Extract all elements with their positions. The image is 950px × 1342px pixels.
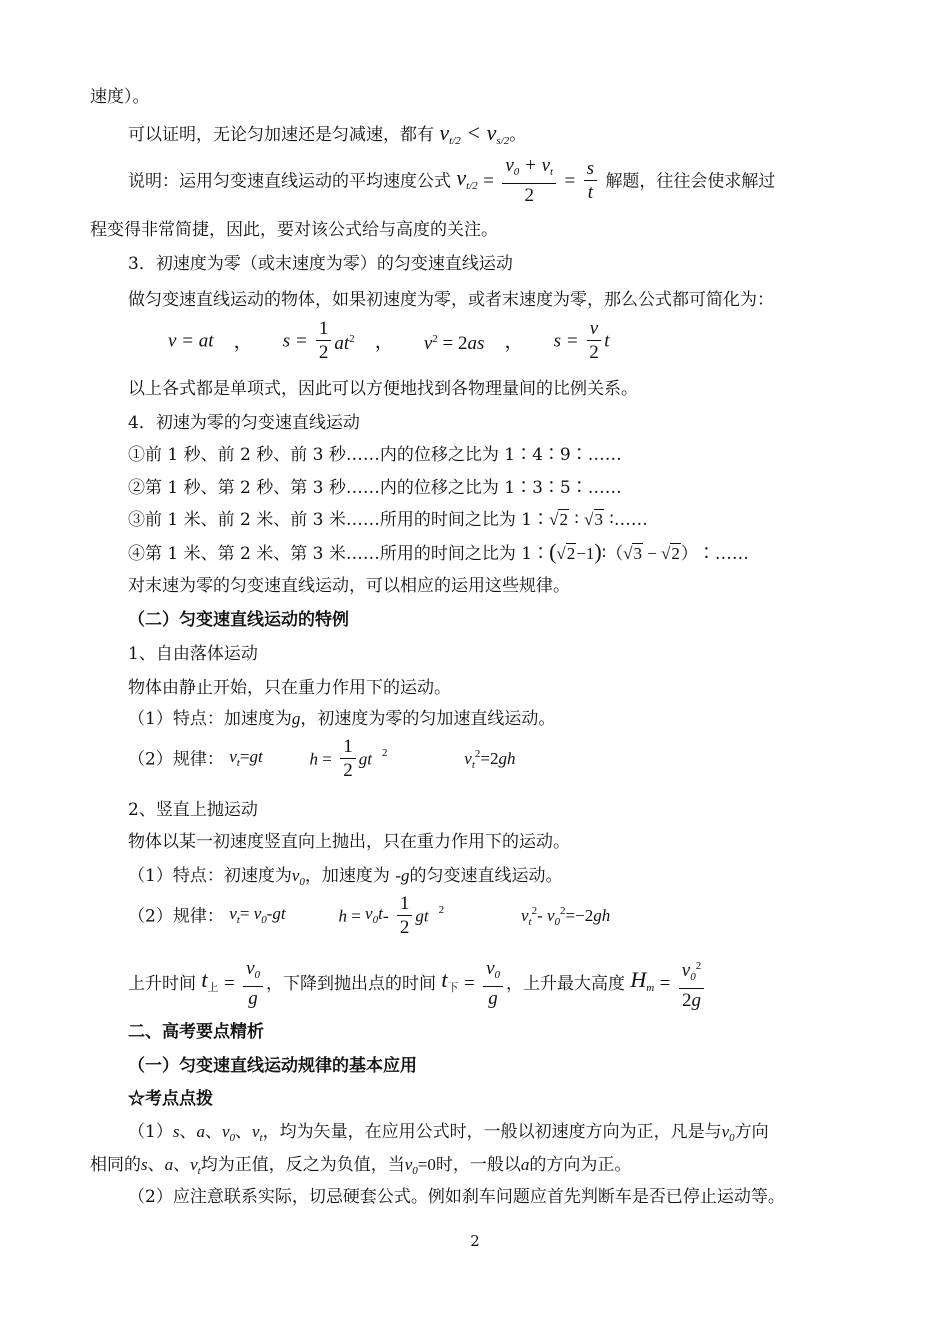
text-span: （1） [128,1122,173,1142]
section-heading: （一）匀变速直线运动规律的基本应用 [128,1056,417,1076]
text-span: 上升时间 [128,974,196,994]
formula-line: （2）规律： $v_t= v_0-gt$ $h = v_0t-$ $\frac{1}{2}$ gt $^2$ $v_t^2-$ $v_0^2=-2gh$ [128,893,611,938]
section-heading: 1、自由落体运动 [128,644,258,664]
text-span: ，上升最大高度 [506,974,625,994]
formula-line: （2）规律： $v_t=gt$ h = $\frac{1}{2}$ gt $^2$ $v_t^2=2gh$ [128,736,516,781]
text-line: 对末速为零的匀变速直线运动，可以相应的运用这些规律。 [128,576,570,596]
formula: v = at [168,330,214,352]
text-line: （1）s、a、$v_0$、$v_t$，均为矢量，在应用公式时，一般以初速度方向为正，凡是与$v_0$方向 [128,1122,769,1144]
text-line [128,122,526,152]
text-span: 时，一般以 [435,1155,521,1175]
text-span: 的匀变速直线运动。 [409,866,563,886]
text-span: 可以证明，无论匀加速还是匀减速，都有 [128,125,434,145]
section-heading: 2、竖直上抛运动 [128,800,258,820]
text-line: ④第 1 米、第 2 米、第 3 米……所用的时间之比为 1∶(√2−1)∶（√3 − √2）∶…… [128,539,749,564]
text-line: 做匀变速直线运动的物体，如果初速度为零，或者末速度为零，那么公式都可简化为： [128,290,774,310]
section-heading: 3．初速度为零（或末速度为零）的匀变速直线运动 [128,254,513,274]
page-number: 2 [470,1232,480,1250]
text-span: （1）特点：加速度为 [128,709,292,729]
text-span: （2）规律： [128,749,224,770]
text-line: 说明：运用匀变速直线运动的平均速度公式 $v_{t/2}$ = $\frac{v_0 + v_t}{2}$ = $\frac{s}{t}$ 解题，往往会使求解过 [128,155,776,206]
formula: $v_{t/2} < v_{s/2}$ [439,120,510,147]
text-span: 说明：运用匀变速直线运动的平均速度公式 [128,171,451,192]
fraction: $\frac{v_0 + v_t}{2}$ [502,155,556,208]
text-line: ②第 1 秒、第 2 秒、第 3 秒……内的位移之比为 1∶3∶5∶…… [128,478,622,498]
text-span: ，加速度为 [304,866,390,886]
text-span: 均为正值，反之为负值，当 [200,1155,405,1175]
formula-line: 上升时间 t上 = $\frac{v_0}{g}$ ，下降到抛出点的时间 t下 = $\frac{v_0}{g}$ ，上升最大高度 $H_m$ = $\frac{v_0^2}{2g}$ [128,955,707,1013]
text-span: 的方向为正。 [529,1155,632,1175]
text-span: （1）特点：初速度为 [128,866,292,886]
text-line: 以上各式都是单项式，因此可以方便地找到各物理量间的比例关系。 [128,379,638,399]
text-span: ③前 1 米、前 2 米、前 3 米……所用的时间之比为 1∶ [128,510,550,530]
formula: $v_{t/2}$ [456,164,478,192]
text-line: 物体由静止开始，只在重力作用下的运动。 [128,678,451,698]
text-span: 解题，往往会使求解过 [605,171,776,192]
fraction: $\frac{s}{t}$ [584,158,597,205]
text-line: ③前 1 米、前 2 米、前 3 米……所用的时间之比为 1∶√2 ∶ √3 ∶…… [128,510,648,530]
section-heading: ☆考点点拨 [128,1089,213,1109]
text-line: 速度）。 [90,87,150,107]
text-span: 相同的 [90,1155,141,1175]
section-heading: （二）匀变速直线运动的特例 [128,610,349,630]
section-heading: 二、高考要点精析 [128,1022,264,1042]
section-heading: 4．初速为零的匀变速直线运动 [128,413,360,433]
text-line: ①前 1 秒、前 2 秒、前 3 秒……内的位移之比为 1∶4∶9∶…… [128,445,622,465]
text-span: 。 [509,125,527,145]
text-span: （2）规律： [128,906,224,927]
text-span: 均为矢量，在应用公式时，一般以初速度方向为正，凡是与 [279,1122,722,1142]
text-span: ④第 1 米、第 2 米、第 3 米……所用的时间之比为 1∶ [128,544,550,564]
text-line: （1）特点：加速度为g，初速度为零的匀加速直线运动。 [128,709,556,729]
text-line: 程变得非常简捷，因此，要对该公式给与高度的关注。 [90,220,498,240]
text-line: （1）特点：初速度为$v_0$，加速度为 -g的匀变速直线运动。 [128,866,563,888]
text-line: （2）应注意联系实际，切忌硬套公式。例如刹车问题应首先判断车是否已停止运动等。 [128,1187,785,1207]
text-span: ，初速度为零的匀加速直线运动。 [300,709,556,729]
text-line: 物体以某一初速度竖直向上抛出，只在重力作用下的运动。 [128,832,570,852]
text-span: 方向 [734,1122,769,1142]
text-line: 相同的s、a、$v_t$均为正值，反之为负值，当$v_0=0$时，一般以a的方向为正。 [90,1155,632,1177]
formula-line: v = at ， s = $\frac{1}{2}$ $at^2$ ， $v^2 = 2as$ ， s = $\frac{v}{2}$ t [168,318,610,363]
text-span: ，下降到抛出点的时间 [266,974,436,994]
